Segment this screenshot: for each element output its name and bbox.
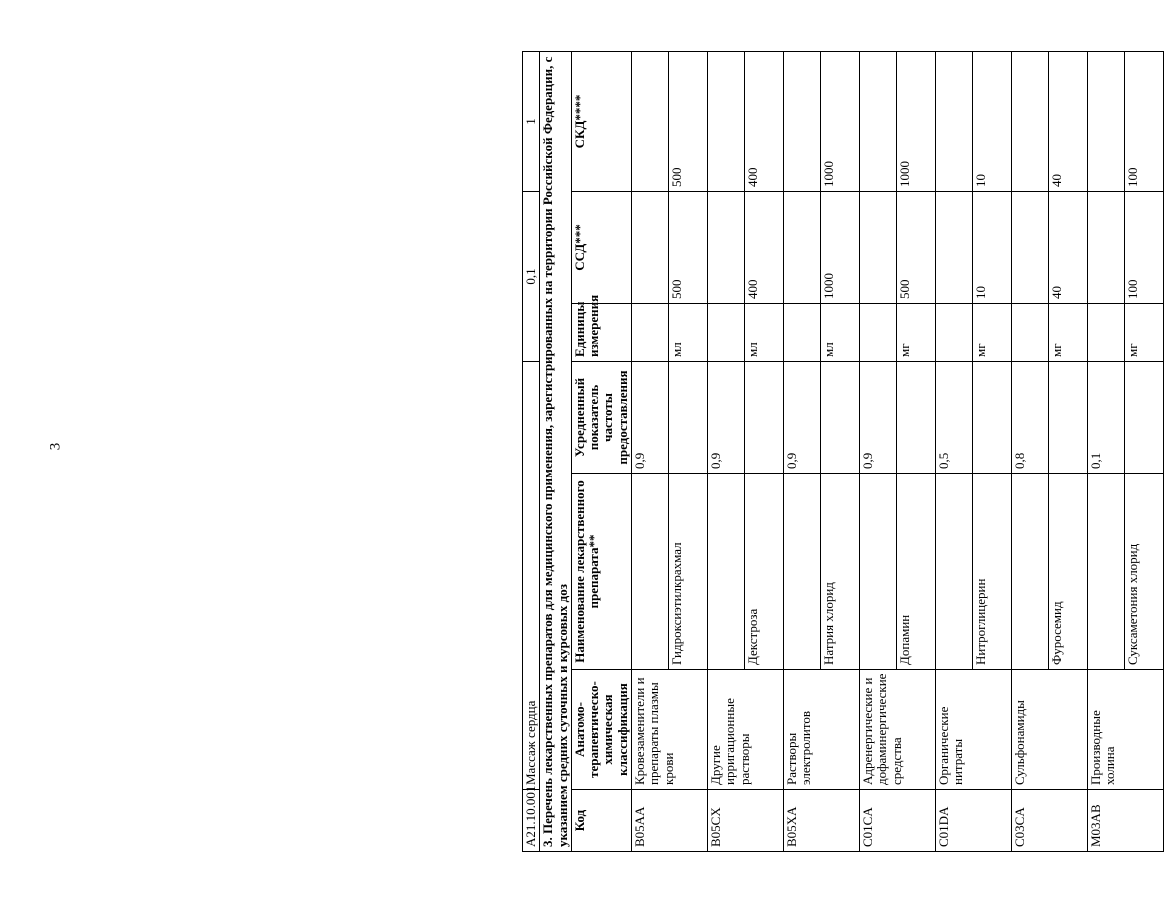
- atc-class: Другие ирригационные растворы: [708, 670, 784, 790]
- procedure-row: [523, 51, 540, 851]
- group-frequency: 0,1: [1088, 361, 1125, 473]
- atc-class: Сульфонамиды: [1012, 670, 1088, 790]
- group-ssd-blank: [632, 191, 669, 303]
- group-frequency: 0,9: [860, 361, 897, 473]
- skd: 1000: [821, 51, 860, 191]
- group-drug-blank: [632, 474, 669, 670]
- skd: 400: [745, 51, 784, 191]
- atc-class: Производные холина: [1088, 670, 1164, 790]
- table-body: [632, 51, 1164, 851]
- section-title-row: [540, 51, 572, 851]
- group-unit-blank: [784, 303, 821, 361]
- drug-table: [522, 51, 1164, 852]
- ssd: 1000: [821, 191, 860, 303]
- drug-name: Допамин: [897, 474, 936, 670]
- unit: мл: [745, 303, 784, 361]
- skd: 40: [1049, 51, 1088, 191]
- group-unit-blank: [1088, 303, 1125, 361]
- skd: 500: [669, 51, 708, 191]
- group-skd-blank: [632, 51, 669, 191]
- group-ssd-blank: [936, 191, 973, 303]
- group-skd-blank: [936, 51, 973, 191]
- table-row-group: [1088, 51, 1125, 851]
- drug-name: Натрия хлорид: [821, 474, 860, 670]
- drug-frequency-blank: [669, 361, 708, 473]
- skd: 1000: [897, 51, 936, 191]
- group-frequency: 0,5: [936, 361, 973, 473]
- group-unit-blank: [860, 303, 897, 361]
- unit: мг: [1125, 303, 1164, 361]
- drug-name: Фуросемид: [1049, 474, 1088, 670]
- atc-code: M03AB: [1088, 790, 1164, 852]
- table-row-group: [784, 51, 821, 851]
- group-ssd-blank: [784, 191, 821, 303]
- ssd: 500: [897, 191, 936, 303]
- group-frequency: 0,9: [708, 361, 745, 473]
- atc-class: Растворы электролитов: [784, 670, 860, 790]
- group-ssd-blank: [1088, 191, 1125, 303]
- group-drug-blank: [860, 474, 897, 670]
- atc-class: Органические нитраты: [936, 670, 1012, 790]
- group-unit-blank: [936, 303, 973, 361]
- drug-frequency-blank: [1125, 361, 1164, 473]
- unit: мл: [669, 303, 708, 361]
- drug-frequency-blank: [745, 361, 784, 473]
- procedure-frequency: 0,1: [523, 191, 540, 361]
- group-skd-blank: [860, 51, 897, 191]
- atc-code: B05XA: [784, 790, 860, 852]
- group-frequency: 0,9: [784, 361, 821, 473]
- drug-name: Нитроглицерин: [973, 474, 1012, 670]
- group-frequency: 0,9: [632, 361, 669, 473]
- atc-code: B05AA: [632, 790, 708, 852]
- group-skd-blank: [1012, 51, 1049, 191]
- group-drug-blank: [936, 474, 973, 670]
- group-unit-blank: [1012, 303, 1049, 361]
- procedure-name: Массаж сердца: [523, 361, 540, 789]
- atc-class: Кровезаменители и препараты плазмы крови: [632, 670, 708, 790]
- drug-frequency-blank: [821, 361, 860, 473]
- header-unit: Единицы измерения: [571, 303, 631, 361]
- group-skd-blank: [784, 51, 821, 191]
- section-title: 3. Перечень лекарственных препаратов для медицинского применения, зарегистрированных на территории Российской Федерации, с указанием средних суточных и курсовых доз: [540, 51, 572, 851]
- group-skd-blank: [1088, 51, 1125, 191]
- ssd: 40: [1049, 191, 1088, 303]
- header-drug: Наименование лекарственного препарата**: [571, 474, 631, 670]
- group-ssd-blank: [860, 191, 897, 303]
- ssd: 500: [669, 191, 708, 303]
- group-drug-blank: [784, 474, 821, 670]
- ssd: 400: [745, 191, 784, 303]
- header-atc: Анатомо-терапевтическо-химическая классификация: [571, 670, 631, 790]
- atc-code: C01CA: [860, 790, 936, 852]
- unit: мг: [897, 303, 936, 361]
- header-skd: СКД****: [571, 51, 631, 191]
- header-code: Код: [571, 790, 631, 852]
- atc-code: C03CA: [1012, 790, 1088, 852]
- group-frequency: 0,8: [1012, 361, 1049, 473]
- group-drug-blank: [1088, 474, 1125, 670]
- table-row-group: [632, 51, 669, 851]
- drug-name: Гидроксиэтилкрахмал: [669, 474, 708, 670]
- atc-class: Адренергические и дофаминергические средства: [860, 670, 936, 790]
- page-number: 3: [47, 442, 64, 451]
- drug-frequency-blank: [973, 361, 1012, 473]
- unit: мг: [1049, 303, 1088, 361]
- group-drug-blank: [1012, 474, 1049, 670]
- table-row-group: [708, 51, 745, 851]
- header-row: [571, 51, 631, 851]
- procedure-code: A21.10.001: [523, 790, 540, 852]
- procedure-count: 1: [523, 51, 540, 191]
- group-ssd-blank: [1012, 191, 1049, 303]
- table-row-group: [936, 51, 973, 851]
- skd: 10: [973, 51, 1012, 191]
- group-drug-blank: [708, 474, 745, 670]
- unit: мл: [821, 303, 860, 361]
- ssd: 100: [1125, 191, 1164, 303]
- ssd: 10: [973, 191, 1012, 303]
- header-frequency: Усредненный показатель частоты предоставления: [571, 361, 631, 473]
- table-row-group: [1012, 51, 1049, 851]
- rotated-document: [522, 52, 1141, 852]
- drug-frequency-blank: [1049, 361, 1088, 473]
- skd: 100: [1125, 51, 1164, 191]
- atc-code: B05CX: [708, 790, 784, 852]
- atc-code: C01DA: [936, 790, 1012, 852]
- drug-name: Суксаметония хлорид: [1125, 474, 1164, 670]
- drug-frequency-blank: [897, 361, 936, 473]
- group-unit-blank: [632, 303, 669, 361]
- group-skd-blank: [708, 51, 745, 191]
- group-ssd-blank: [708, 191, 745, 303]
- header-ssd: ССД***: [571, 191, 631, 303]
- group-unit-blank: [708, 303, 745, 361]
- drug-name: Декстроза: [745, 474, 784, 670]
- table-row-group: [860, 51, 897, 851]
- unit: мг: [973, 303, 1012, 361]
